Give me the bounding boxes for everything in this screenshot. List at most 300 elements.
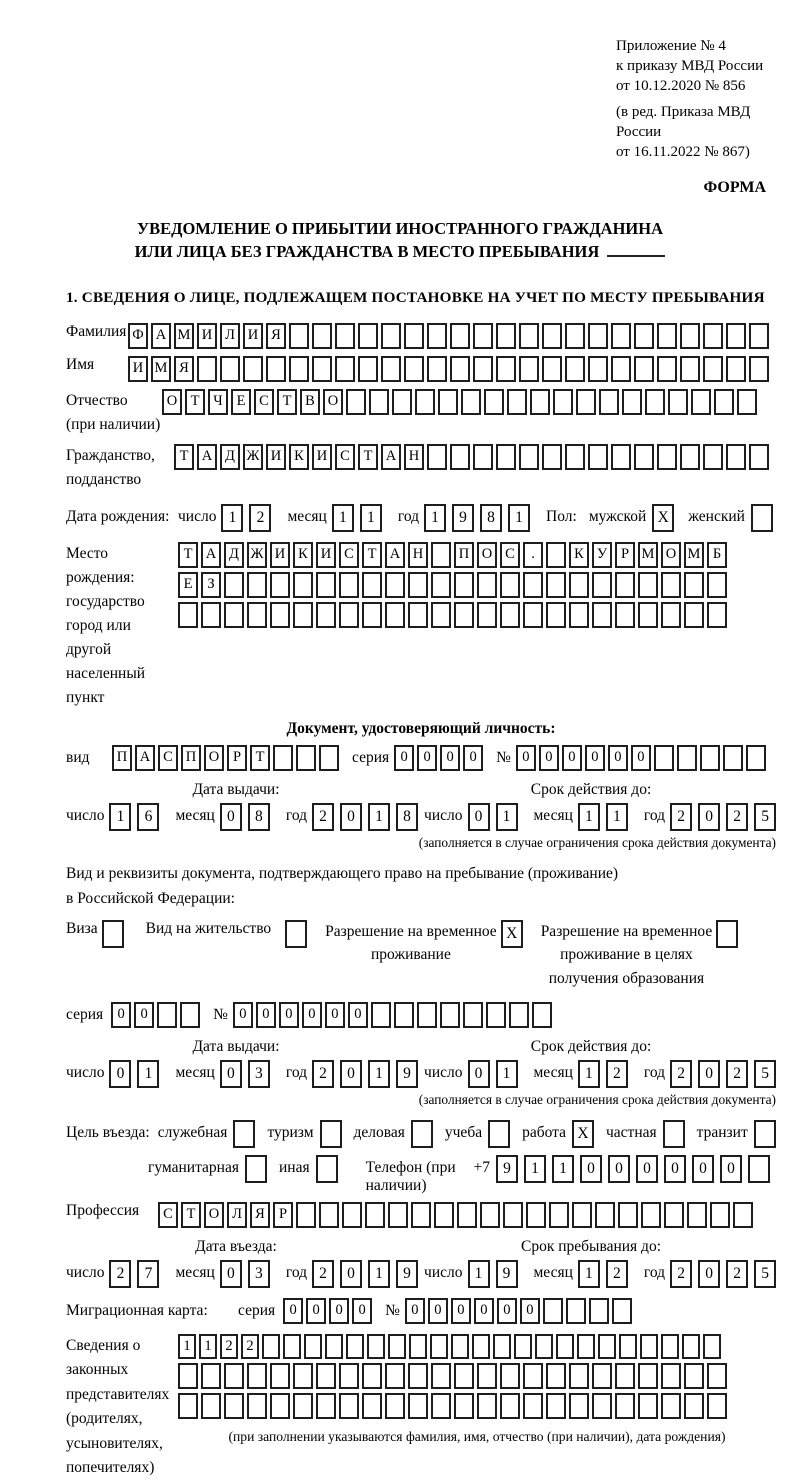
char-box[interactable] — [592, 1363, 612, 1389]
char-box[interactable] — [509, 1002, 529, 1028]
digit-box[interactable]: 3 — [248, 1060, 270, 1088]
char-box[interactable] — [408, 572, 428, 598]
char-box[interactable] — [611, 356, 631, 382]
char-box[interactable]: И — [197, 323, 217, 349]
char-box[interactable] — [431, 1393, 451, 1419]
char-box[interactable] — [220, 356, 240, 382]
digit-box[interactable]: 2 — [670, 1060, 692, 1088]
digit-box[interactable]: 1 — [468, 1260, 490, 1288]
char-box[interactable] — [553, 389, 573, 415]
char-box[interactable] — [385, 602, 405, 628]
char-box[interactable] — [358, 356, 378, 382]
char-box[interactable] — [346, 1334, 364, 1359]
char-box[interactable]: Е — [231, 389, 251, 415]
char-box[interactable]: С — [254, 389, 274, 415]
char-box[interactable]: К — [569, 542, 589, 568]
char-box[interactable]: 0 — [306, 1298, 326, 1324]
char-box[interactable] — [710, 1202, 730, 1228]
char-box[interactable]: 0 — [283, 1298, 303, 1324]
digit-box[interactable]: 1 — [332, 504, 354, 532]
digit-box[interactable]: 0 — [468, 803, 490, 831]
char-box[interactable] — [325, 1334, 343, 1359]
char-box[interactable] — [304, 1334, 322, 1359]
char-box[interactable] — [592, 572, 612, 598]
digit-box[interactable]: 2 — [670, 1260, 692, 1288]
digit-box[interactable]: 5 — [754, 1060, 776, 1088]
char-box[interactable]: 0 — [428, 1298, 448, 1324]
char-box[interactable] — [197, 356, 217, 382]
char-box[interactable]: О — [162, 389, 182, 415]
char-box[interactable]: Б — [707, 542, 727, 568]
char-box[interactable] — [569, 572, 589, 598]
char-box[interactable] — [634, 323, 654, 349]
char-box[interactable]: С — [158, 1202, 178, 1228]
char-box[interactable] — [472, 1334, 490, 1359]
char-box[interactable] — [707, 602, 727, 628]
char-box[interactable] — [684, 602, 704, 628]
char-box[interactable]: А — [135, 745, 155, 771]
char-box[interactable] — [500, 1363, 520, 1389]
char-box[interactable] — [749, 356, 769, 382]
char-box[interactable] — [700, 745, 720, 771]
char-box[interactable] — [283, 1334, 301, 1359]
char-box[interactable] — [569, 1393, 589, 1419]
char-box[interactable] — [657, 323, 677, 349]
digit-box[interactable]: 0 — [698, 803, 720, 831]
char-box[interactable] — [270, 572, 290, 598]
char-box[interactable] — [612, 1298, 632, 1324]
char-box[interactable] — [565, 356, 585, 382]
digit-box[interactable]: 1 — [578, 803, 600, 831]
char-box[interactable] — [461, 389, 481, 415]
char-box[interactable]: Ч — [208, 389, 228, 415]
digit-box[interactable]: 0 — [220, 803, 242, 831]
digit-box[interactable]: 9 — [396, 1060, 418, 1088]
char-box[interactable] — [733, 1202, 753, 1228]
char-box[interactable] — [546, 572, 566, 598]
char-box[interactable]: 2 — [241, 1334, 259, 1359]
char-box[interactable]: Т — [174, 444, 194, 470]
char-box[interactable]: М — [174, 323, 194, 349]
char-box[interactable]: О — [477, 542, 497, 568]
char-box[interactable] — [641, 1202, 661, 1228]
char-box[interactable]: Д — [224, 542, 244, 568]
char-box[interactable]: 0 — [580, 1155, 602, 1183]
char-box[interactable] — [634, 444, 654, 470]
char-box[interactable] — [634, 356, 654, 382]
char-box[interactable] — [519, 356, 539, 382]
char-box[interactable] — [703, 356, 723, 382]
char-box[interactable] — [523, 572, 543, 598]
digit-box[interactable]: 0 — [468, 1060, 490, 1088]
digit-box[interactable]: 1 — [606, 803, 628, 831]
char-box[interactable] — [549, 1202, 569, 1228]
char-box[interactable] — [589, 1298, 609, 1324]
char-box[interactable]: 0 — [631, 745, 651, 771]
char-box[interactable]: Ф — [128, 323, 148, 349]
char-box[interactable] — [684, 572, 704, 598]
char-box[interactable] — [440, 1002, 460, 1028]
char-box[interactable] — [496, 356, 516, 382]
char-box[interactable] — [687, 1202, 707, 1228]
digit-box[interactable]: 7 — [137, 1260, 159, 1288]
char-box[interactable] — [684, 1393, 704, 1419]
checkbox[interactable] — [488, 1120, 510, 1148]
char-box[interactable] — [523, 1363, 543, 1389]
char-box[interactable] — [385, 572, 405, 598]
digit-box[interactable]: 1 — [578, 1060, 600, 1088]
char-box[interactable] — [595, 1202, 615, 1228]
digit-box[interactable]: 2 — [606, 1060, 628, 1088]
checkbox[interactable]: X — [572, 1120, 594, 1148]
digit-box[interactable]: 3 — [248, 1260, 270, 1288]
char-box[interactable]: Т — [181, 1202, 201, 1228]
char-box[interactable]: И — [266, 444, 286, 470]
char-box[interactable] — [618, 1202, 638, 1228]
char-box[interactable] — [598, 1334, 616, 1359]
char-box[interactable] — [543, 1298, 563, 1324]
char-box[interactable] — [611, 444, 631, 470]
char-box[interactable]: О — [204, 1202, 224, 1228]
char-box[interactable] — [473, 356, 493, 382]
char-box[interactable] — [362, 1363, 382, 1389]
char-box[interactable] — [703, 1334, 721, 1359]
char-box[interactable] — [546, 602, 566, 628]
char-box[interactable] — [592, 602, 612, 628]
char-box[interactable] — [312, 356, 332, 382]
char-box[interactable]: 0 — [497, 1298, 517, 1324]
char-box[interactable]: . — [523, 542, 543, 568]
char-box[interactable] — [224, 1393, 244, 1419]
char-box[interactable]: С — [339, 542, 359, 568]
char-box[interactable] — [335, 323, 355, 349]
sex-female-checkbox[interactable] — [751, 504, 773, 532]
char-box[interactable]: Л — [227, 1202, 247, 1228]
char-box[interactable]: С — [335, 444, 355, 470]
char-box[interactable]: У — [592, 542, 612, 568]
char-box[interactable] — [270, 602, 290, 628]
char-box[interactable]: Я — [266, 323, 286, 349]
char-box[interactable] — [451, 1334, 469, 1359]
char-box[interactable] — [316, 572, 336, 598]
char-box[interactable]: Т — [362, 542, 382, 568]
char-box[interactable] — [638, 572, 658, 598]
char-box[interactable] — [576, 389, 596, 415]
char-box[interactable]: 0 — [405, 1298, 425, 1324]
char-box[interactable] — [480, 1202, 500, 1228]
char-box[interactable]: 1 — [552, 1155, 574, 1183]
char-box[interactable] — [535, 1334, 553, 1359]
char-box[interactable] — [588, 323, 608, 349]
char-box[interactable] — [270, 1393, 290, 1419]
char-box[interactable] — [640, 1334, 658, 1359]
char-box[interactable] — [707, 1363, 727, 1389]
char-box[interactable] — [454, 602, 474, 628]
char-box[interactable]: 0 — [256, 1002, 276, 1028]
char-box[interactable] — [523, 1393, 543, 1419]
char-box[interactable] — [339, 572, 359, 598]
char-box[interactable]: А — [197, 444, 217, 470]
char-box[interactable]: П — [454, 542, 474, 568]
char-box[interactable] — [737, 389, 757, 415]
char-box[interactable] — [707, 1393, 727, 1419]
char-box[interactable]: 0 — [720, 1155, 742, 1183]
digit-box[interactable]: 1 — [496, 803, 518, 831]
char-box[interactable] — [566, 1298, 586, 1324]
char-box[interactable]: П — [112, 745, 132, 771]
char-box[interactable]: Л — [220, 323, 240, 349]
char-box[interactable] — [726, 444, 746, 470]
char-box[interactable] — [588, 444, 608, 470]
char-box[interactable] — [293, 1393, 313, 1419]
char-box[interactable]: Я — [174, 356, 194, 382]
char-box[interactable]: И — [316, 542, 336, 568]
char-box[interactable]: М — [151, 356, 171, 382]
char-box[interactable] — [319, 745, 339, 771]
char-box[interactable]: К — [289, 444, 309, 470]
digit-box[interactable]: 9 — [496, 1260, 518, 1288]
char-box[interactable] — [622, 389, 642, 415]
char-box[interactable]: 0 — [325, 1002, 345, 1028]
digit-box[interactable]: 2 — [109, 1260, 131, 1288]
digit-box[interactable]: 2 — [312, 1260, 334, 1288]
char-box[interactable] — [404, 356, 424, 382]
char-box[interactable] — [577, 1334, 595, 1359]
char-box[interactable]: А — [381, 444, 401, 470]
char-box[interactable] — [615, 602, 635, 628]
char-box[interactable] — [434, 1202, 454, 1228]
char-box[interactable] — [427, 444, 447, 470]
char-box[interactable] — [661, 1393, 681, 1419]
char-box[interactable]: 0 — [111, 1002, 131, 1028]
char-box[interactable] — [316, 1363, 336, 1389]
char-box[interactable] — [615, 572, 635, 598]
char-box[interactable] — [500, 572, 520, 598]
temp-residence-edu-checkbox[interactable] — [716, 920, 738, 948]
digit-box[interactable]: 8 — [480, 504, 502, 532]
char-box[interactable] — [365, 1202, 385, 1228]
checkbox[interactable] — [320, 1120, 342, 1148]
char-box[interactable] — [438, 389, 458, 415]
char-box[interactable] — [526, 1202, 546, 1228]
digit-box[interactable]: 0 — [340, 803, 362, 831]
char-box[interactable] — [316, 602, 336, 628]
char-box[interactable] — [661, 602, 681, 628]
char-box[interactable] — [367, 1334, 385, 1359]
char-box[interactable]: 2 — [220, 1334, 238, 1359]
char-box[interactable] — [749, 444, 769, 470]
digit-box[interactable]: 2 — [312, 803, 334, 831]
digit-box[interactable]: 2 — [726, 1060, 748, 1088]
char-box[interactable] — [430, 1334, 448, 1359]
char-box[interactable] — [157, 1002, 177, 1028]
char-box[interactable] — [415, 389, 435, 415]
char-box[interactable]: 0 — [233, 1002, 253, 1028]
char-box[interactable] — [619, 1334, 637, 1359]
char-box[interactable]: 0 — [440, 745, 460, 771]
digit-box[interactable]: 1 — [109, 803, 131, 831]
checkbox[interactable] — [411, 1120, 433, 1148]
char-box[interactable] — [262, 1334, 280, 1359]
char-box[interactable] — [266, 356, 286, 382]
char-box[interactable] — [224, 1363, 244, 1389]
digit-box[interactable]: 5 — [754, 1260, 776, 1288]
digit-box[interactable]: 1 — [424, 504, 446, 532]
char-box[interactable]: М — [684, 542, 704, 568]
char-box[interactable]: П — [181, 745, 201, 771]
char-box[interactable] — [224, 602, 244, 628]
char-box[interactable] — [477, 1363, 497, 1389]
digit-box[interactable]: 1 — [221, 504, 243, 532]
char-box[interactable] — [417, 1002, 437, 1028]
char-box[interactable] — [542, 323, 562, 349]
char-box[interactable] — [427, 356, 447, 382]
char-box[interactable] — [682, 1334, 700, 1359]
char-box[interactable] — [457, 1202, 477, 1228]
char-box[interactable]: 0 — [463, 745, 483, 771]
char-box[interactable] — [661, 572, 681, 598]
char-box[interactable] — [707, 572, 727, 598]
char-box[interactable] — [381, 323, 401, 349]
char-box[interactable] — [514, 1334, 532, 1359]
char-box[interactable] — [463, 1002, 483, 1028]
char-box[interactable] — [408, 1393, 428, 1419]
char-box[interactable]: 0 — [134, 1002, 154, 1028]
digit-box[interactable]: 1 — [368, 1060, 390, 1088]
char-box[interactable] — [381, 356, 401, 382]
char-box[interactable] — [477, 602, 497, 628]
char-box[interactable] — [684, 1363, 704, 1389]
char-box[interactable] — [664, 1202, 684, 1228]
residence-permit-checkbox[interactable] — [285, 920, 307, 948]
char-box[interactable] — [542, 356, 562, 382]
char-box[interactable] — [247, 1393, 267, 1419]
digit-box[interactable]: 2 — [726, 1260, 748, 1288]
char-box[interactable]: О — [323, 389, 343, 415]
char-box[interactable] — [385, 1363, 405, 1389]
char-box[interactable] — [484, 389, 504, 415]
digit-box[interactable]: 1 — [368, 1260, 390, 1288]
digit-box[interactable]: 2 — [670, 803, 692, 831]
char-box[interactable] — [532, 1002, 552, 1028]
digit-box[interactable]: 1 — [360, 504, 382, 532]
digit-box[interactable]: 8 — [396, 803, 418, 831]
char-box[interactable] — [362, 1393, 382, 1419]
char-box[interactable] — [178, 602, 198, 628]
char-box[interactable] — [388, 1202, 408, 1228]
char-box[interactable]: 0 — [417, 745, 437, 771]
char-box[interactable]: 0 — [562, 745, 582, 771]
char-box[interactable]: 1 — [524, 1155, 546, 1183]
digit-box[interactable]: 0 — [698, 1060, 720, 1088]
char-box[interactable]: А — [385, 542, 405, 568]
char-box[interactable] — [726, 323, 746, 349]
char-box[interactable] — [565, 444, 585, 470]
digit-box[interactable]: 0 — [220, 1060, 242, 1088]
char-box[interactable]: Ж — [243, 444, 263, 470]
char-box[interactable] — [523, 602, 543, 628]
char-box[interactable]: Т — [358, 444, 378, 470]
char-box[interactable]: И — [243, 323, 263, 349]
digit-box[interactable]: 0 — [220, 1260, 242, 1288]
char-box[interactable] — [503, 1202, 523, 1228]
char-box[interactable] — [748, 1155, 770, 1183]
char-box[interactable] — [270, 1363, 290, 1389]
char-box[interactable]: 0 — [352, 1298, 372, 1324]
char-box[interactable]: 0 — [608, 745, 628, 771]
char-box[interactable] — [431, 572, 451, 598]
char-box[interactable]: Ж — [247, 542, 267, 568]
char-box[interactable]: З — [201, 572, 221, 598]
digit-box[interactable]: 5 — [754, 803, 776, 831]
char-box[interactable]: 1 — [199, 1334, 217, 1359]
char-box[interactable] — [289, 356, 309, 382]
char-box[interactable] — [654, 745, 674, 771]
char-box[interactable] — [714, 389, 734, 415]
digit-box[interactable]: 9 — [396, 1260, 418, 1288]
char-box[interactable] — [477, 1393, 497, 1419]
char-box[interactable]: 0 — [474, 1298, 494, 1324]
char-box[interactable] — [409, 1334, 427, 1359]
char-box[interactable] — [346, 389, 366, 415]
char-box[interactable] — [486, 1002, 506, 1028]
char-box[interactable]: А — [151, 323, 171, 349]
char-box[interactable]: И — [270, 542, 290, 568]
char-box[interactable] — [638, 1363, 658, 1389]
char-box[interactable] — [657, 444, 677, 470]
char-box[interactable] — [454, 572, 474, 598]
digit-box[interactable]: 1 — [137, 1060, 159, 1088]
visa-checkbox[interactable] — [102, 920, 124, 948]
char-box[interactable] — [201, 1393, 221, 1419]
digit-box[interactable]: 1 — [508, 504, 530, 532]
char-box[interactable]: 0 — [585, 745, 605, 771]
char-box[interactable] — [296, 745, 316, 771]
char-box[interactable] — [427, 323, 447, 349]
char-box[interactable] — [408, 602, 428, 628]
char-box[interactable] — [645, 389, 665, 415]
char-box[interactable] — [723, 745, 743, 771]
char-box[interactable] — [335, 356, 355, 382]
char-box[interactable]: М — [638, 542, 658, 568]
digit-box[interactable]: 0 — [109, 1060, 131, 1088]
char-box[interactable]: Т — [277, 389, 297, 415]
char-box[interactable] — [404, 323, 424, 349]
char-box[interactable] — [431, 542, 451, 568]
char-box[interactable] — [362, 602, 382, 628]
char-box[interactable] — [569, 602, 589, 628]
char-box[interactable] — [703, 444, 723, 470]
digit-box[interactable]: 1 — [578, 1260, 600, 1288]
char-box[interactable] — [369, 389, 389, 415]
char-box[interactable] — [431, 1363, 451, 1389]
char-box[interactable] — [178, 1393, 198, 1419]
char-box[interactable] — [339, 1363, 359, 1389]
char-box[interactable]: 0 — [451, 1298, 471, 1324]
char-box[interactable] — [496, 444, 516, 470]
char-box[interactable] — [473, 323, 493, 349]
char-box[interactable] — [293, 572, 313, 598]
char-box[interactable] — [224, 572, 244, 598]
char-box[interactable] — [411, 1202, 431, 1228]
char-box[interactable]: 9 — [496, 1155, 518, 1183]
char-box[interactable] — [339, 1393, 359, 1419]
char-box[interactable] — [680, 323, 700, 349]
checkbox[interactable] — [233, 1120, 255, 1148]
checkbox[interactable] — [754, 1120, 776, 1148]
digit-box[interactable]: 2 — [726, 803, 748, 831]
char-box[interactable] — [726, 356, 746, 382]
